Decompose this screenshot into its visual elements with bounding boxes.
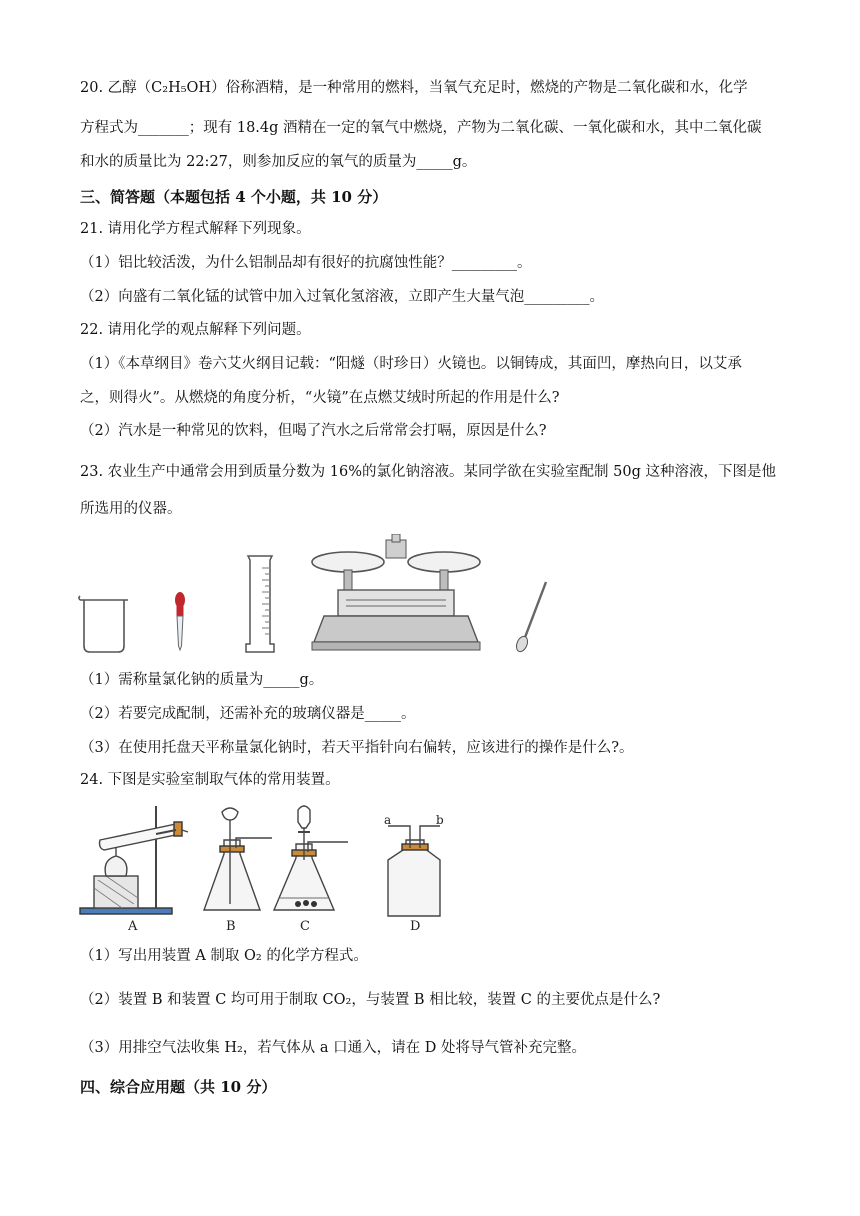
spoon-icon xyxy=(514,582,546,653)
q21-stem: 21. 请用化学方程式解释下列现象。 xyxy=(80,221,311,237)
label-d: D xyxy=(410,919,421,934)
q20-line2: 方程式为_______；现有 18.4g 酒精在一定的氧气中燃烧，产物为二氧化碳、一氧化碳和水，其中二氧化碳 xyxy=(80,120,762,136)
q22-part1b: 之，则得火”。从燃烧的角度分析，“火镜”在点燃艾绒时所起的作用是什么? xyxy=(80,390,560,406)
graduated-cylinder-icon xyxy=(246,556,274,652)
q24-stem: 24. 下图是实验室制取气体的常用装置。 xyxy=(80,772,340,788)
q24-part3: （3）用排空气法收集 H₂，若气体从 a 口通入，请在 D 处将导气管补充完整。 xyxy=(80,1040,586,1056)
label-b: B xyxy=(226,919,236,934)
apparatus-a xyxy=(80,806,188,914)
dropper-icon xyxy=(175,592,185,650)
section3-title: 三、简答题（本题包括 4 个小题，共 10 分） xyxy=(80,188,388,206)
section4-title: 四、综合应用题（共 10 分） xyxy=(80,1078,277,1096)
balance-icon xyxy=(312,534,480,650)
q23-line2: 所选用的仪器。 xyxy=(80,501,182,517)
q22-part1a: （1）《本草纲目》卷六艾火纲目记载：“阳燧（时珍日）火镜也。以铜铸成，其面凹，摩热向日，以艾承 xyxy=(80,356,742,372)
label-c: C xyxy=(300,919,310,934)
q21-part1: （1）铝比较活泼，为什么铝制品却有很好的抗腐蚀性能？_________。 xyxy=(80,255,532,271)
label-a: A xyxy=(128,919,138,934)
apparatus-c xyxy=(274,806,348,910)
q23-line1: 23. 农业生产中通常会用到质量分数为 16%的氯化钠溶液。某同学欲在实验室配制 50g 这种溶液，下图是他 xyxy=(80,464,776,480)
q24-apparatus-figure xyxy=(76,800,456,936)
q22-part2: （2）汽水是一种常见的饮料，但喝了汽水之后常常会打嗝，原因是什么? xyxy=(80,423,547,439)
q22-stem: 22. 请用化学的观点解释下列问题。 xyxy=(80,322,311,338)
q23-part3: （3）在使用托盘天平称量氯化钠时，若天平指针向右偏转，应该进行的操作是什么?。 xyxy=(80,740,634,756)
port-a-label: a xyxy=(384,813,392,827)
q24-part1: （1）写出用装置 A 制取 O₂ 的化学方程式。 xyxy=(80,948,368,964)
apparatus-d xyxy=(388,826,440,916)
q20-line3: 和水的质量比为 22:27，则参加反应的氧气的质量为_____g。 xyxy=(80,154,477,170)
apparatus-b xyxy=(204,808,272,910)
q21-part2: （2）向盛有二氧化锰的试管中加入过氧化氢溶液，立即产生大量气泡_________。 xyxy=(80,289,604,305)
beaker-icon xyxy=(79,596,128,652)
port-b-label: b xyxy=(436,813,444,827)
q23-part1: （1）需称量氯化钠的质量为_____g。 xyxy=(80,672,324,688)
q23-instruments-figure xyxy=(76,534,556,658)
q20-line1: 20. 乙醇（C₂H₅OH）俗称酒精，是一种常用的燃料，当氧气充足时，燃烧的产物是二氧化碳和水，化学 xyxy=(80,80,748,96)
q23-part2: （2）若要完成配制，还需补充的玻璃仪器是_____。 xyxy=(80,706,416,722)
q24-part2: （2）装置 B 和装置 C 均可用于制取 CO₂，与装置 B 相比较，装置 C 的主要优点是什么? xyxy=(80,992,661,1008)
